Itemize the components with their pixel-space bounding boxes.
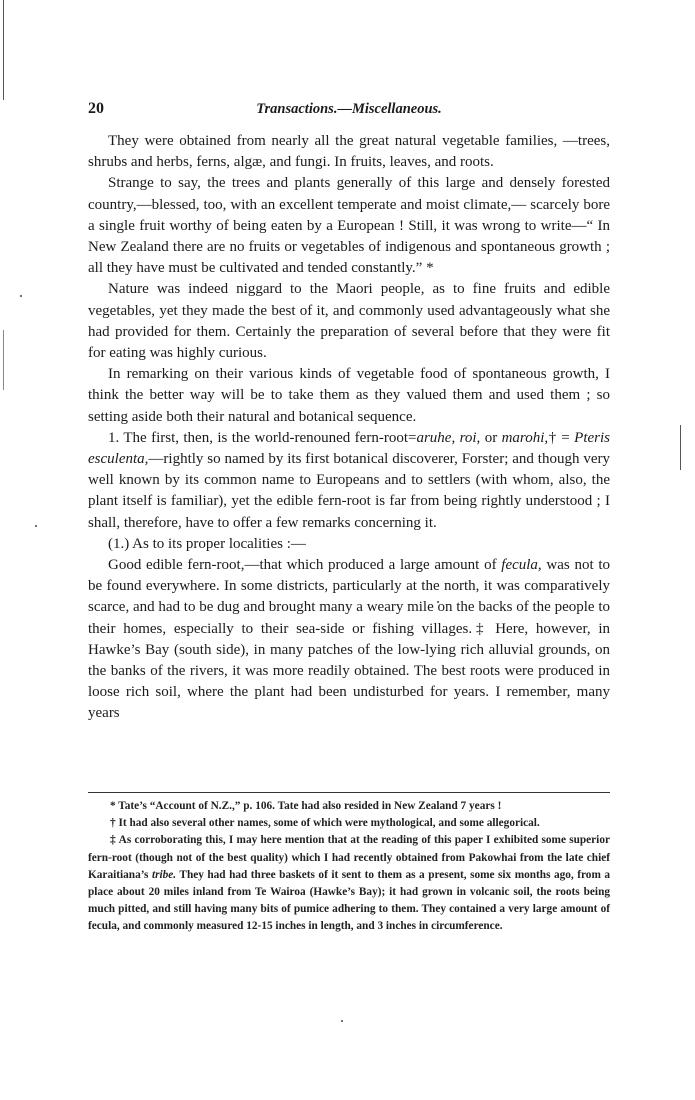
footnote-2: † It had also several other names, some of which were mythological, and some allegorical. (110, 817, 540, 830)
footnote-1: * Tate’s “Account of N.Z.,” p. 106. Tate had also resided in New Zealand 7 years ! (110, 800, 502, 812)
text-run: Good edible fern-root,—that which produced a large amount of (108, 557, 502, 574)
footnote-divider (88, 792, 610, 793)
text-run: was not to be found everywhere. In some districts, particularly at the north, it was comparatively scarce, and had to be dug and brought many a weary mile on the backs of the people to their homes, especially to their sea-side or fishing villages.‡ Here, however, in Hawke’s Bay (south side), in many patches of the low-lying rich alluvial grounds, on the banks of the rivers, it was more readily obtained. The best roots were produced in loose rich soil, where the plant had been undisturbed for years. I remember, many years (88, 557, 610, 722)
italic-fecula: fecula, (501, 557, 542, 574)
italic-maori-names: aruhe, roi, (416, 429, 481, 446)
text-run: 1. The first, then, is the world-renouned fern-root= (108, 429, 417, 446)
paragraph-localities: (1.) As to its proper localities :— (108, 535, 306, 552)
scan-edge-line (3, 0, 4, 100)
paragraph-remarking: In remarking on their various kinds of vegetable food of spontaneous growth, I think the better way will be to take them as they valued them and used them ; so setting aside both their natural and botanical sequence. (88, 366, 610, 425)
paragraph-strange: Strange to say, the trees and plants generally of this large and densely forested country,—blessed, too, with an excellent temperate and moist climate,— scarcely bore a single fruit worthy of being eaten by a European ! Still, it was wrong to write—“ In New Zealand there are no fruits or vegetables of indigenous and spontaneous growth ; all they have must be cultivated and tended constantly.” * (88, 175, 610, 277)
text-run: —rightly so named by its first botanical discoverer, Forster; and though very well known by its common name to Europeans and to settlers (with whom, also, the plant itself is familiar), yet the edible fern-root is far from being rightly understood ; I shall, therefore, have to offer a few remarks concerning it. (88, 451, 610, 531)
paragraph-fern-root (88, 428, 610, 534)
scan-speck (341, 1020, 343, 1022)
text-run: † = (548, 429, 575, 446)
page-number: 20 (88, 100, 104, 117)
scan-edge-mark (680, 425, 681, 470)
footnotes (88, 798, 610, 936)
text-run: They had had three baskets of it sent to them as a present, some six months ago, from a place about 20 miles inland from Te Wairoa (Hawke’s Bay); it had grown in volcanic soil, the roots being much pitted, and still having many bits of pumice adhering to them. They contained a very large amount of fecula, and commonly measured 12-15 inches in length, and 3 inches in circumference. (88, 868, 610, 933)
italic-species-name: Pteris esculenta, (88, 429, 611, 468)
scan-edge-line (3, 330, 4, 390)
paragraph-nature: Nature was indeed niggard to the Maori people, as to fine fruits and edible vegetables, yet they made the best of it, and commonly used advantageously what she had provided for them. Certainly the preparation of several before that they were fit for eating was highly curious. (88, 281, 610, 362)
paragraph-good-fern-root (88, 555, 610, 725)
page-header (88, 100, 610, 120)
text-run: or (480, 429, 502, 446)
paragraph-families: They were obtained from nearly all the great natural vegetable families, —trees, shrubs and herbs, ferns, algæ, and fungi. In fruits, leaves, and roots. (88, 133, 610, 171)
italic-maori-name: marohi, (501, 429, 549, 446)
text-run: ‡ As corroborating this, I may here mention that at the reading of this paper I exhibited some superior fern-root (though not of the best quality) which I had recently obtained from Pakowhai from the late chief Karaitiana’s (88, 834, 610, 881)
italic-tribe: tribe. (151, 868, 177, 881)
scan-speck (35, 525, 37, 527)
body-text (88, 131, 610, 725)
scan-speck (20, 295, 22, 297)
running-title: Transactions.—Miscellaneous. (256, 101, 442, 117)
footnote-3 (88, 832, 610, 935)
